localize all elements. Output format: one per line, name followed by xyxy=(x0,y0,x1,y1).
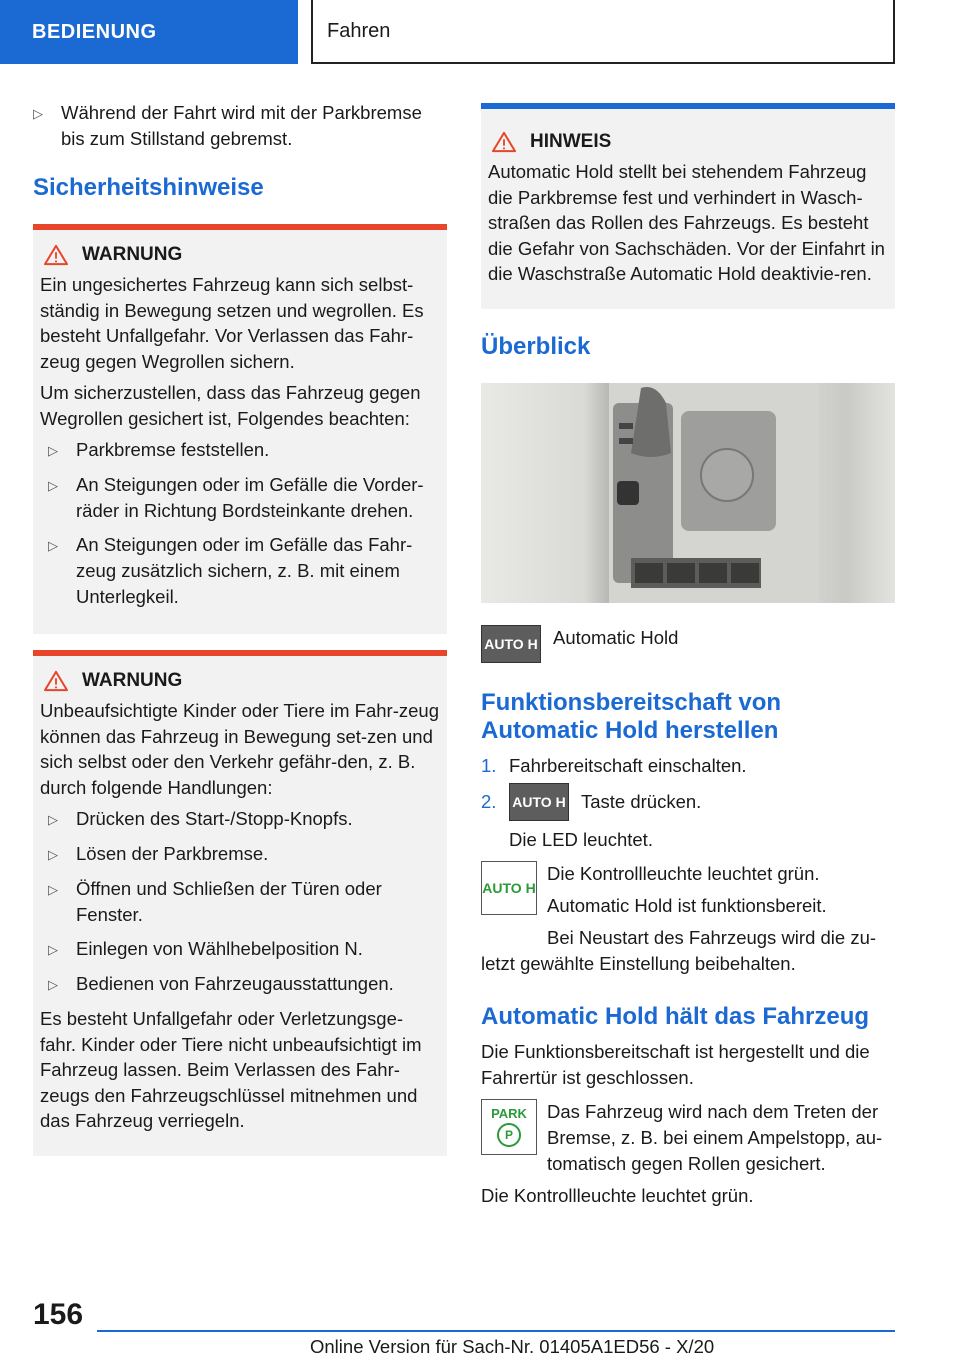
list-item: ▷ An Steigungen oder im Gefälle die Vorder-räder in Richtung Bordsteinkante drehen. xyxy=(48,472,439,524)
heading-sicherheitshinweise: Sicherheitshinweise xyxy=(33,174,264,201)
heading-automatic-hold-haelt: Automatic Hold hält das Fahrzeug xyxy=(481,1002,870,1030)
section3-text: Die Funktionsbereitschaft ist hergestellt und die Fahrertür ist geschlossen. xyxy=(481,1040,870,1088)
list-item: 2. AUTO H Taste drücken. xyxy=(481,789,895,821)
warning-box-1 xyxy=(33,224,447,634)
auto-hold-lamp-icon: AUTO H xyxy=(481,861,537,915)
warning-triangle-icon xyxy=(42,244,70,266)
park-block: PARK P Das Fahrzeug wird nach dem Treten der Bremse, z. B. bei einem Ampelstopp, au-tomatisch gegen Rollen gesichert. xyxy=(481,1099,895,1183)
triangle-bullet-icon: ▷ xyxy=(33,106,43,121)
chapter-title: Fahren xyxy=(311,0,895,64)
triangle-bullet-icon: ▷ xyxy=(48,538,58,553)
section-tab: BEDIENUNG xyxy=(0,0,298,64)
warning2-text: Unbeaufsichtigte Kinder oder Tiere im Fahr-zeug können das Fahrzeug in Bewegung set-zen und sich selbst oder den Verkehr gefähr-den, z. B. durch folgende Handlungen: xyxy=(40,700,439,798)
center-console-photo xyxy=(481,383,895,603)
page-number: 156 xyxy=(33,1298,84,1331)
heading-ueberblick: Überblick xyxy=(481,332,591,360)
heading-funktionsbereitschaft: Funktionsbereitschaft von Automatic Hold herstellen xyxy=(481,688,782,744)
led-text: Die LED leuchtet. xyxy=(509,828,653,850)
triangle-bullet-icon: ▷ xyxy=(48,443,58,458)
auto-hold-button-icon: AUTO H xyxy=(509,783,569,821)
list-item: ▷ Einlegen von Wählhebelposition N. xyxy=(48,936,439,963)
triangle-bullet-icon: ▷ xyxy=(48,478,58,493)
note-box xyxy=(481,103,895,309)
triangle-bullet-icon: ▷ xyxy=(48,942,58,957)
warning-box-2 xyxy=(33,650,447,1156)
lamp-green-block: AUTO H Die Kontrollleuchte leuchtet grün. Automatic Hold ist funktionsbereit. xyxy=(482,862,827,916)
list-item: ▷ Bedienen von Fahrzeugausstattungen. xyxy=(48,971,439,998)
right-column xyxy=(481,103,895,1215)
auto-hold-legend: AUTO H Automatic Hold xyxy=(481,625,895,663)
list-item: ▷ Lösen der Parkbremse. xyxy=(48,841,439,868)
warning1-text: Ein ungesichertes Fahrzeug kann sich selbst-ständig in Bewegung setzen und wegrollen. Es besteht Unfallgefahr. Vor Verlassen das Fahr-zeug gegen Wegrollen sichern. xyxy=(40,274,424,372)
park-lamp-icon: PARK P xyxy=(481,1099,537,1155)
list-item: ▷ Öffnen und Schließen der Türen oder Fenster. xyxy=(48,876,439,928)
list-item: ▷ Parkbremse feststellen. xyxy=(48,437,439,464)
warning-title: WARNUNG xyxy=(40,670,439,692)
note-title: HINWEIS xyxy=(488,131,887,153)
warning2-text-2: Es besteht Unfallgefahr oder Verletzungsge-fahr. Kinder oder Tiere nicht unbeaufsichtigt im Fahrzeug lassen. Beim Verlassen des Fahr-zeugs den Fahrzeugschlüssel mitnehmen und das Fahrzeug verriegeln. xyxy=(40,1008,422,1131)
section3-text-2: Die Kontrollleuchte leuchtet grün. xyxy=(481,1184,754,1206)
triangle-bullet-icon: ▷ xyxy=(48,812,58,827)
warning-title: WARNUNG xyxy=(40,244,439,266)
triangle-bullet-icon: ▷ xyxy=(48,882,58,897)
footer-text: Online Version für Sach-Nr. 01405A1ED56 - X/20 xyxy=(310,1336,715,1357)
list-item: ▷ An Steigungen oder im Gefälle das Fahr-zeug zusätzlich sichern, z. B. mit einem Unterlegkeil. xyxy=(48,532,439,610)
warning1-text-2: Um sicherzustellen, dass das Fahrzeug gegen Wegrollen gesichert ist, Folgendes beachten: xyxy=(40,382,421,429)
left-column xyxy=(33,100,447,1172)
restart-text: Bei Neustart des Fahrzeugs wird die zu-letzt gewählte Einstellung beibehalten. xyxy=(481,926,877,974)
warning-triangle-icon xyxy=(42,670,70,692)
warning-triangle-icon xyxy=(490,131,518,153)
auto-hold-button-icon: AUTO H xyxy=(481,625,541,663)
note-text: Automatic Hold stellt bei stehendem Fahrzeug die Parkbremse fest und verhindert in Wasch-straßen das Rollen des Fahrzeugs. Es besteht die Gefahr von Sachschäden. Vor der Einfahrt in die Waschstraße Automatic Hold deaktivie-ren. xyxy=(488,161,885,284)
list-item: ▷ Drücken des Start-/Stopp-Knopfs. xyxy=(48,806,439,833)
triangle-bullet-icon: ▷ xyxy=(48,847,58,862)
intro-bullet: ▷ Während der Fahrt wird mit der Parkbremse bis zum Stillstand gebremst. xyxy=(33,100,447,152)
footer-divider xyxy=(97,1330,895,1332)
list-item: 1. Fahrbereitschaft einschalten. xyxy=(481,754,747,776)
triangle-bullet-icon: ▷ xyxy=(48,977,58,992)
console-illustration xyxy=(481,383,895,603)
